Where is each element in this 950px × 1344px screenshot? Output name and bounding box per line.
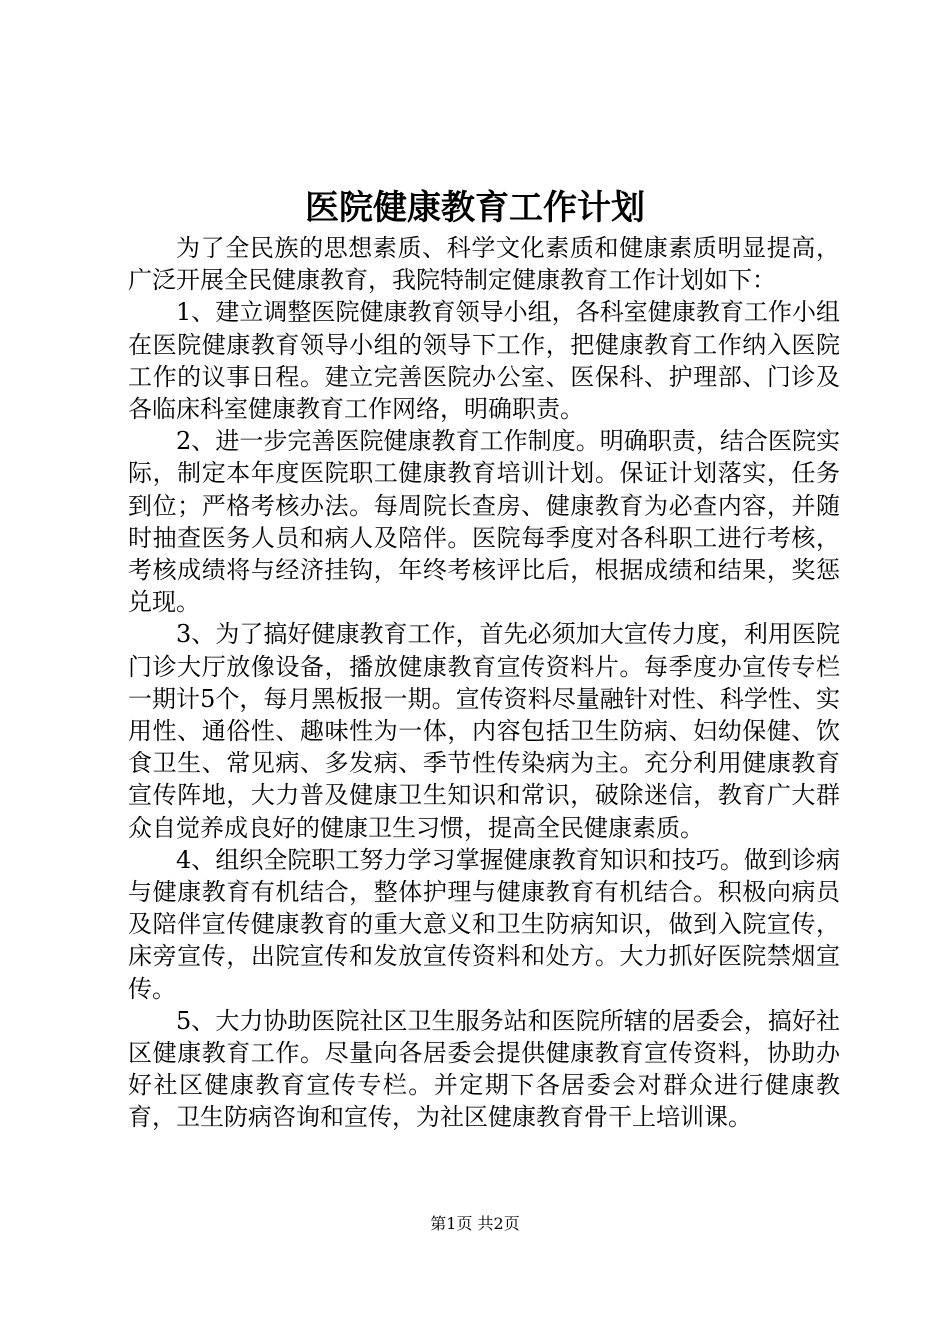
paragraph-item-1: 1、建立调整医院健康教育领导小组，各科室健康教育工作小组在医院健康教育领导小组的领导下工作，把健康教育工作纳入医院工作的议事日程。建立完善医院办公室、医保科、护理部、门诊及各临床科室健康教育工作网络，明确职责。 [128, 298, 840, 424]
page-number-footer: 第1页 共2页 [430, 1214, 520, 1233]
paragraph-item-3: 3、为了搞好健康教育工作，首先必须加大宣传力度，利用医院门诊大厅放像设备，播放健康教育宣传资料片。每季度办宣传专栏一期计5个，每月黑板报一期。宣传资料尽量融针对性、科学性、实用性、通俗性、趣味性为一体，内容包括卫生防病、妇幼保健、饮食卫生、常见病、多发病、季节性传染病为主。充分利用健康教育宣传阵地，大力普及健康卫生知识和常识，破除迷信，教育广大群众自觉养成良好的健康卫生习惯，提高全民健康素质。 [128, 620, 840, 842]
paragraph-item-2: 2、进一步完善医院健康教育工作制度。明确职责，结合医院实际，制定本年度医院职工健康教育培训计划。保证计划落实，任务到位；严格考核办法。每周院长查房、健康教育为必查内容，并随时抽查医务人员和病人及陪伴。医院每季度对各科职工进行考核，考核成绩将与经济挂钩，年终考核评比后，根据成绩和结果，奖惩兑现。 [128, 427, 840, 617]
intro-paragraph: 为了全民族的思想素质、科学文化素质和健康素质明显提高，广泛开展全民健康教育，我院特制定健康教育工作计划如下： [128, 234, 840, 295]
paragraph-item-5: 5、大力协助医院社区卫生服务站和医院所辖的居委会，搞好社区健康教育工作。尽量向各居委会提供健康教育宣传资料，协助办好社区健康教育宣传专栏。并定期下各居委会对群众进行健康教育，卫生防病咨询和宣传，为社区健康教育骨干上培训课。 [128, 1006, 840, 1132]
paragraph-item-4: 4、组织全院职工努力学习掌握健康教育知识和技巧。做到诊病与健康教育有机结合，整体护理与健康教育有机结合。积极向病员及陪伴宣传健康教育的重大意义和卫生防病知识，做到入院宣传，床旁宣传，出院宣传和发放宣传资料和处方。大力抓好医院禁烟宣传。 [128, 845, 840, 1003]
document-title: 医院健康教育工作计划 [305, 188, 645, 228]
document-body [128, 232, 840, 1134]
